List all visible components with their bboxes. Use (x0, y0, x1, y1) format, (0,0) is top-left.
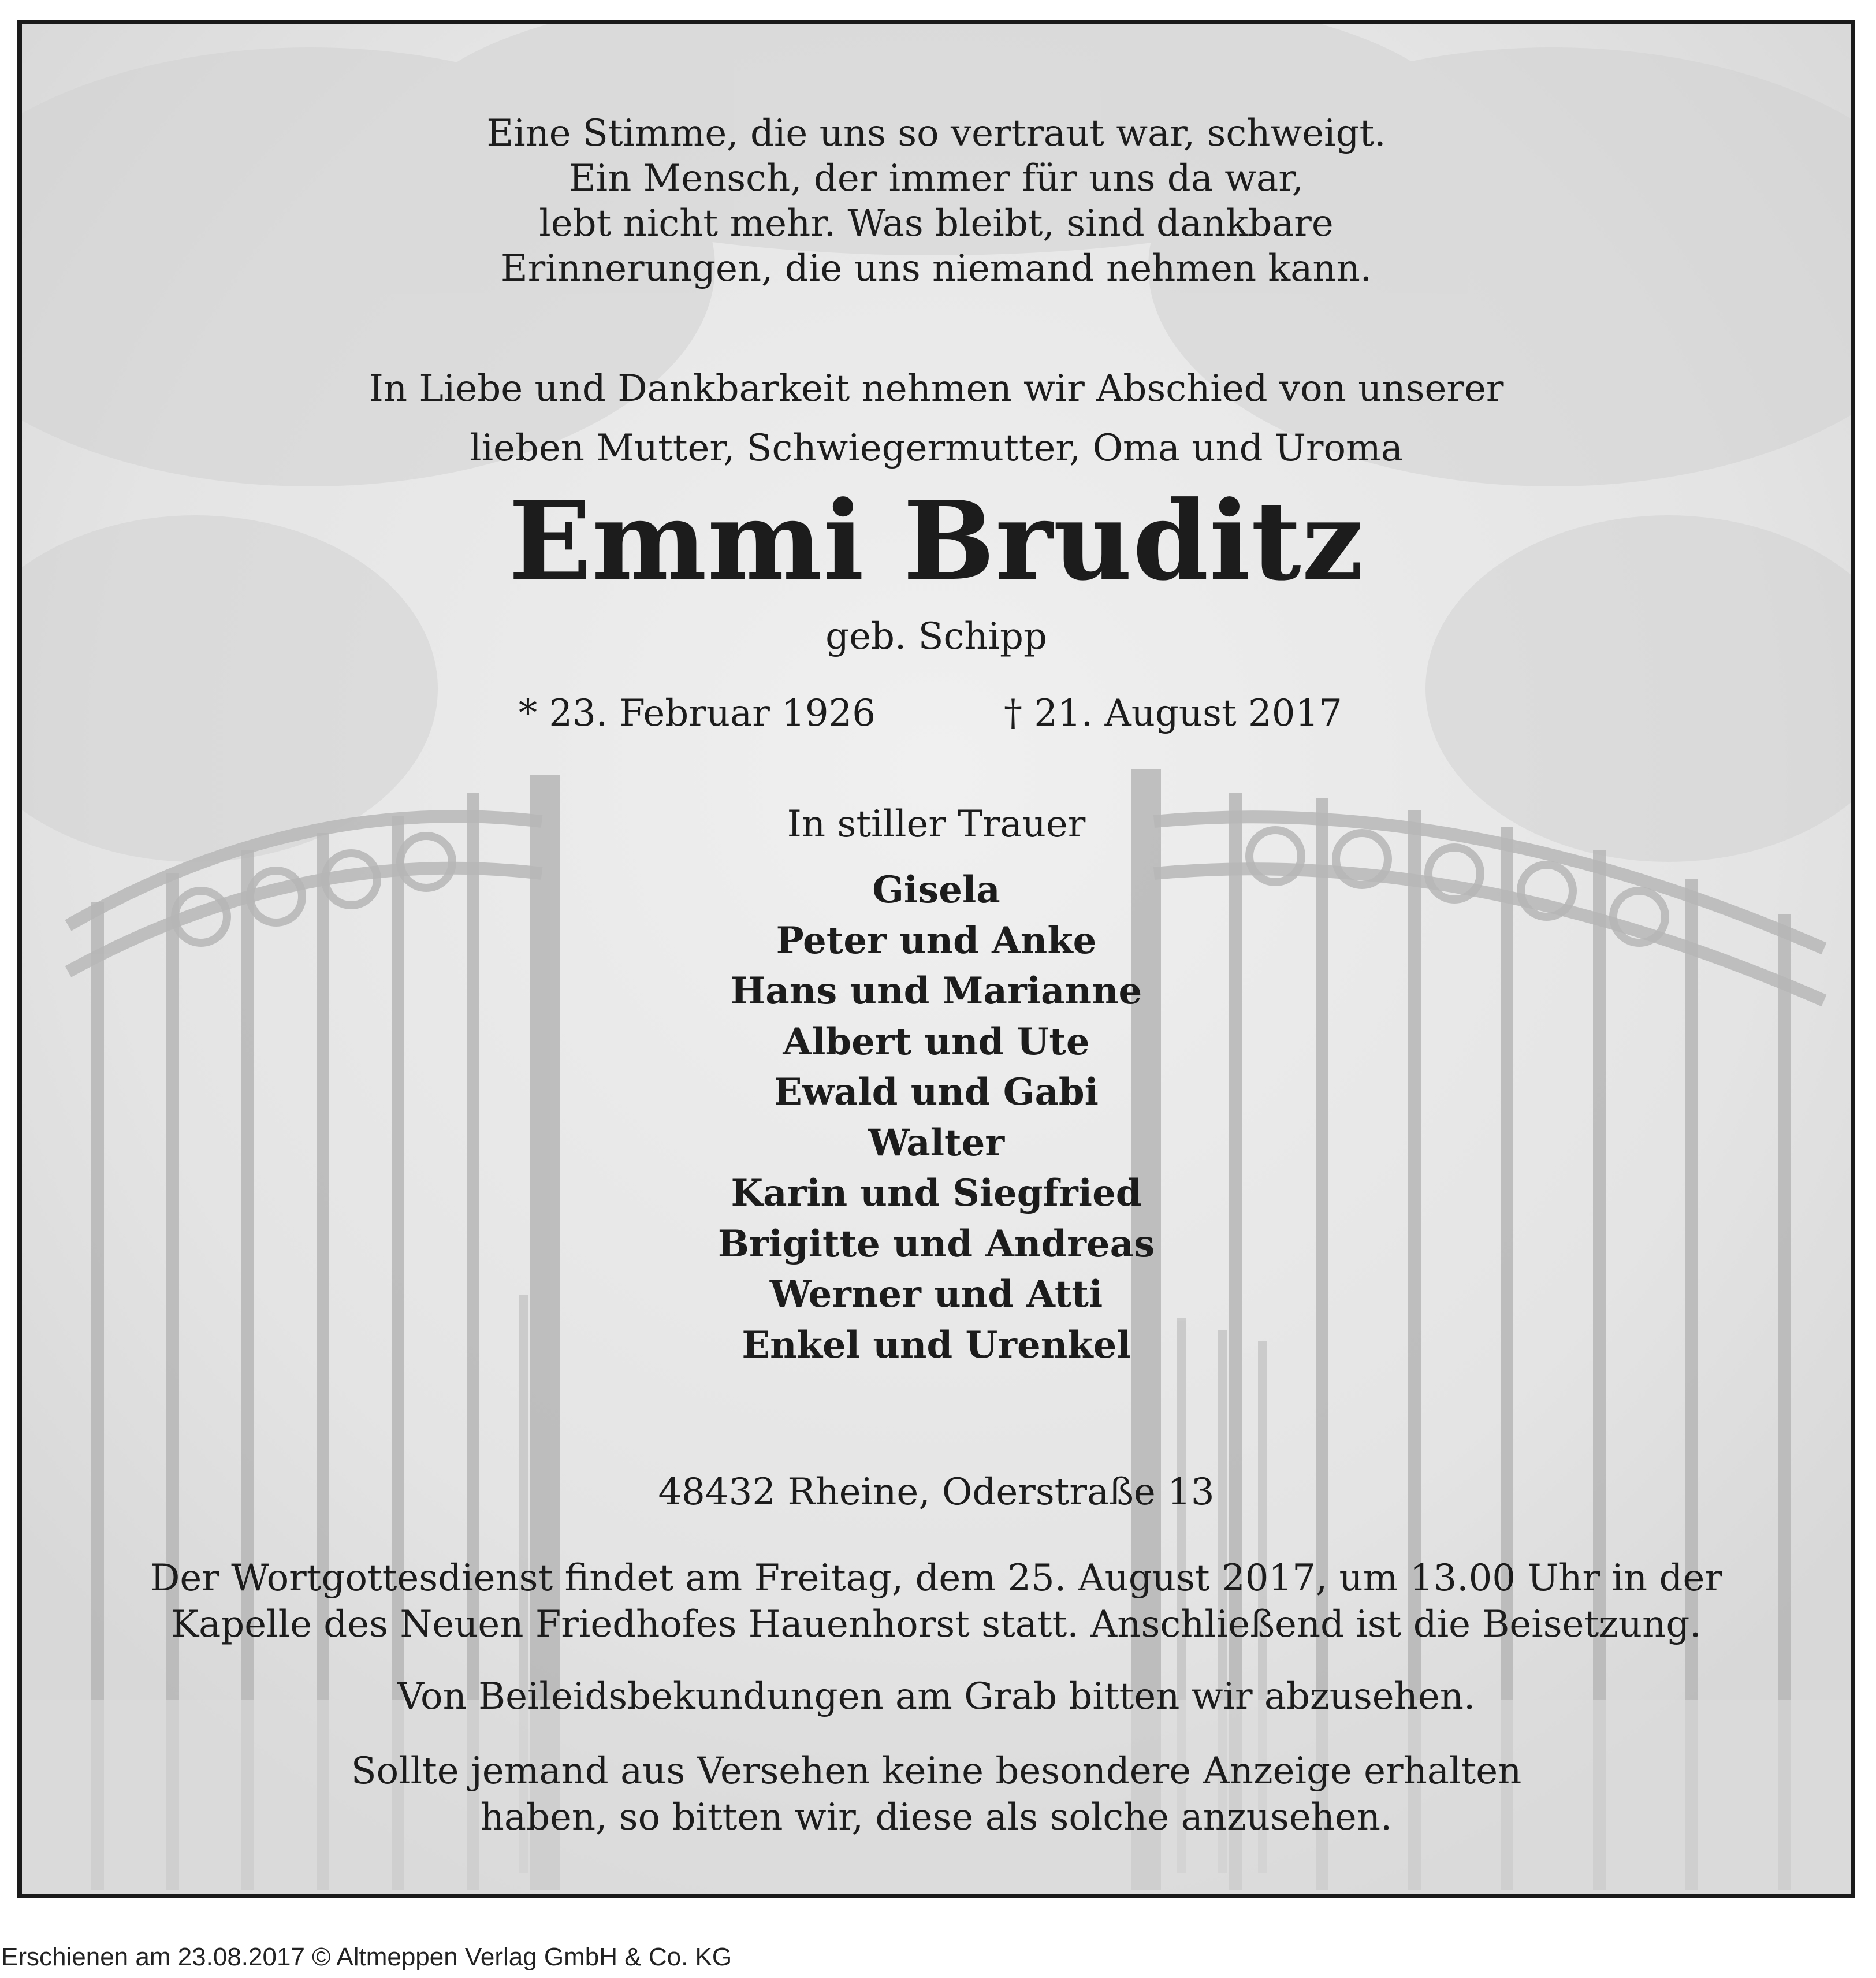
birth-name: geb. Schipp (825, 615, 1047, 658)
family-member: Albert und Ute (783, 1020, 1090, 1064)
intro-line: In Liebe und Dankbarkeit nehmen wir Abschied von unserer (368, 367, 1504, 410)
note-line: Sollte jemand aus Versehen keine besondere Anzeige erhalten (351, 1750, 1522, 1793)
family-member: Enkel und Urenkel (742, 1323, 1131, 1367)
poem-line: lebt nicht mehr. Was bleibt, sind dankbare (539, 202, 1334, 245)
family-member: Peter und Anke (776, 919, 1097, 962)
family-member: Brigitte und Andreas (717, 1222, 1155, 1266)
family-member: Karin und Siegfried (731, 1172, 1142, 1215)
condolences-note: Von Beileidsbekundungen am Grab bitten wir abzusehen. (397, 1675, 1476, 1718)
obituary-content (22, 24, 1851, 1894)
family-list (22, 865, 1851, 1370)
intro-line: lieben Mutter, Schwiegermutter, Oma und Uroma (470, 427, 1403, 470)
family-address: 48432 Rheine, Oderstraße 13 (658, 1471, 1215, 1514)
death-date: † 21. August 2017 (1004, 692, 1342, 735)
family-member: Hans und Marianne (730, 969, 1142, 1013)
poem-line: Ein Mensch, der immer für uns da war, (568, 157, 1304, 200)
publication-footer: Erschienen am 23.08.2017 © Altmeppen Verlag GmbH & Co. KG (1, 1943, 732, 1971)
family-member: Gisela (872, 868, 1000, 912)
family-member: Walter (868, 1121, 1005, 1165)
poem-line: Erinnerungen, die uns niemand nehmen kann. (500, 247, 1372, 290)
announcement-note (22, 1748, 1851, 1841)
service-info (22, 1555, 1851, 1648)
service-line: Kapelle des Neuen Friedhofes Hauenhorst statt. Anschließend ist die Beisetzung. (171, 1603, 1702, 1646)
note-line: haben, so bitten wir, diese als solche anzusehen. (480, 1796, 1393, 1839)
mourning-label: In stiller Trauer (787, 803, 1086, 846)
memorial-poem (22, 111, 1851, 291)
poem-line: Eine Stimme, die uns so vertraut war, schweigt. (486, 112, 1386, 155)
farewell-intro (22, 359, 1851, 478)
deceased-name: Emmi Bruditz (508, 477, 1364, 605)
service-line: Der Wortgottesdienst findet am Freitag, dem 25. August 2017, um 13.00 Uhr in der (150, 1557, 1722, 1600)
birth-date: * 23. Februar 1926 (519, 692, 876, 735)
family-member: Ewald und Gabi (774, 1070, 1099, 1114)
family-member: Werner und Atti (769, 1273, 1103, 1316)
obituary-frame (17, 20, 1855, 1898)
